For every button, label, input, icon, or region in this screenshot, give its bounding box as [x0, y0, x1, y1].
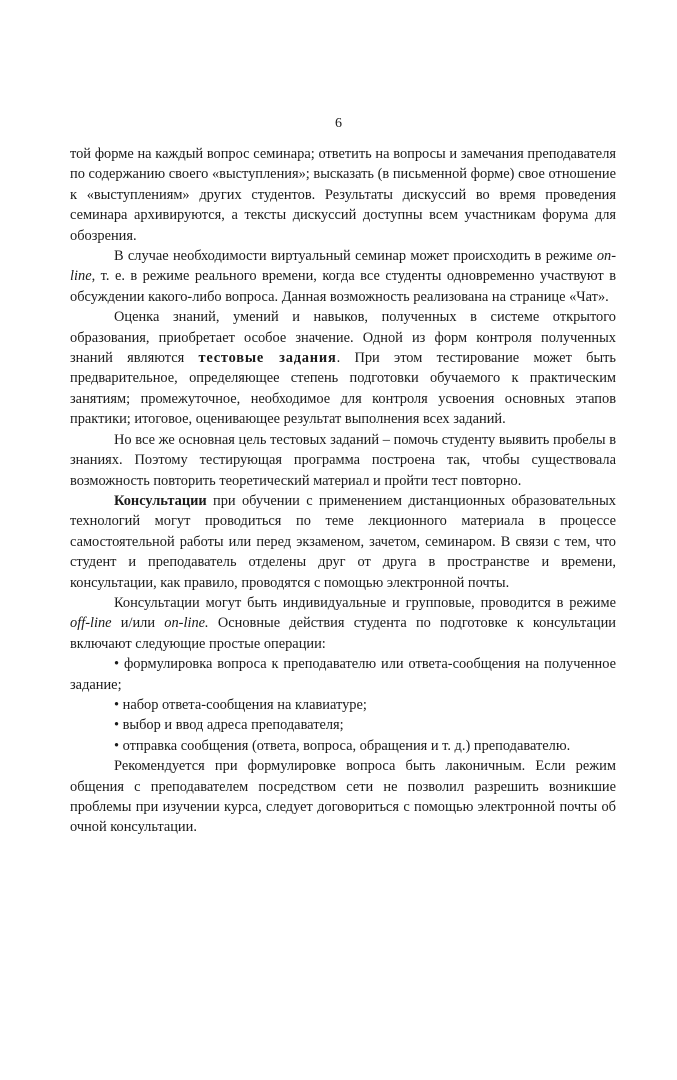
paragraph-6-text-b: и/или: [111, 615, 165, 632]
paragraph-6: [70, 593, 616, 654]
paragraph-1: той форме на каждый вопрос семинара; ответить на вопросы и замечания преподавателя по содержанию своего «выступления»; высказать (в письменной форме) свое отношение к «выступлениям» других студентов. Результаты дискуссий во время проведения семинара архивируются, а тексты дискуссий доступны всем участникам форума для обозрения.: [70, 146, 616, 244]
paragraph-3-text-a: Оценка знаний, умений и навыков, полученных в системе открытого образования, приобретает особое значение. Одной из форм контроля полученных знаний являются: [70, 309, 616, 367]
paragraph-2-online: on-line: [70, 248, 616, 285]
closing-paragraph: Рекомендуется при формулировке вопроса быть лаконичным. Если режим общения с преподавателем посредством сети не позволил разрешить возникшие проблемы при изучении курса, следует договориться с помощью электронной почты об очной консультации.: [70, 758, 616, 836]
list-item: • выбор и ввод адреса преподавателя;: [114, 717, 344, 734]
paragraph-2-text-b: , т. е. в режиме реального времени, когда все студенты одновременно участвуют в обсуждении какого-либо вопроса. Данная возможность реализована на странице «Чат».: [70, 268, 616, 305]
list-item: • отправка сообщения (ответа, вопроса, обращения и т. д.) преподавателю.: [114, 737, 571, 754]
paragraph-3: [70, 307, 616, 429]
paragraph-5: [70, 491, 616, 593]
paragraph-6-text-c: Основные действия студента по подготовке к консультации включают следующие простые операции:: [70, 615, 616, 652]
paragraph-6-offline: off-line: [70, 615, 112, 632]
paragraph-5-text: при обучении с применением дистанционных образовательных технологий могут проводиться по теме лекционного материала в процессе самостоятельной работы или перед экзаменом, зачетом, семинаром. В связи с тем, что студент и преподаватель отделены друг от друга в пространстве и времени, консультации, как правило, проводятся с помощью электронной почты.: [70, 492, 616, 591]
paragraph-6-text-a: Консультации могут быть индивидуальные и групповые, проводится в режиме: [114, 594, 616, 611]
page-number: 6: [335, 116, 342, 131]
paragraph-5-term: Консультации: [114, 492, 207, 509]
list-item: • формулировка вопроса к преподавателю или ответа-сообщения на полученное задание;: [70, 656, 616, 693]
list-item: • набор ответа-сообщения на клавиатуре;: [114, 696, 367, 713]
body-text: [70, 144, 616, 838]
paragraph-3-term: тестовые задания: [198, 350, 337, 367]
paragraph-6-online: on-line.: [164, 615, 209, 632]
paragraph-2: [70, 246, 616, 307]
paragraph-4: Но все же основная цель тестовых заданий – помочь студенту выявить пробелы в знаниях. Поэтому тестирующая программа построена так, чтобы существовала возможность повторить теоретический материал и пройти тест повторно.: [70, 431, 616, 489]
paragraph-3-text-b: . При этом тестирование может быть предварительное, определяющее степень подготовки обучаемого к практическим занятиям; промежуточное, необходимое для контроля усвоения основных этапов практики; итоговое, оценивающее результат выполнения всех заданий.: [70, 350, 616, 428]
paragraph-2-text-a: В случае необходимости виртуальный семинар может происходить в режиме: [114, 248, 597, 265]
